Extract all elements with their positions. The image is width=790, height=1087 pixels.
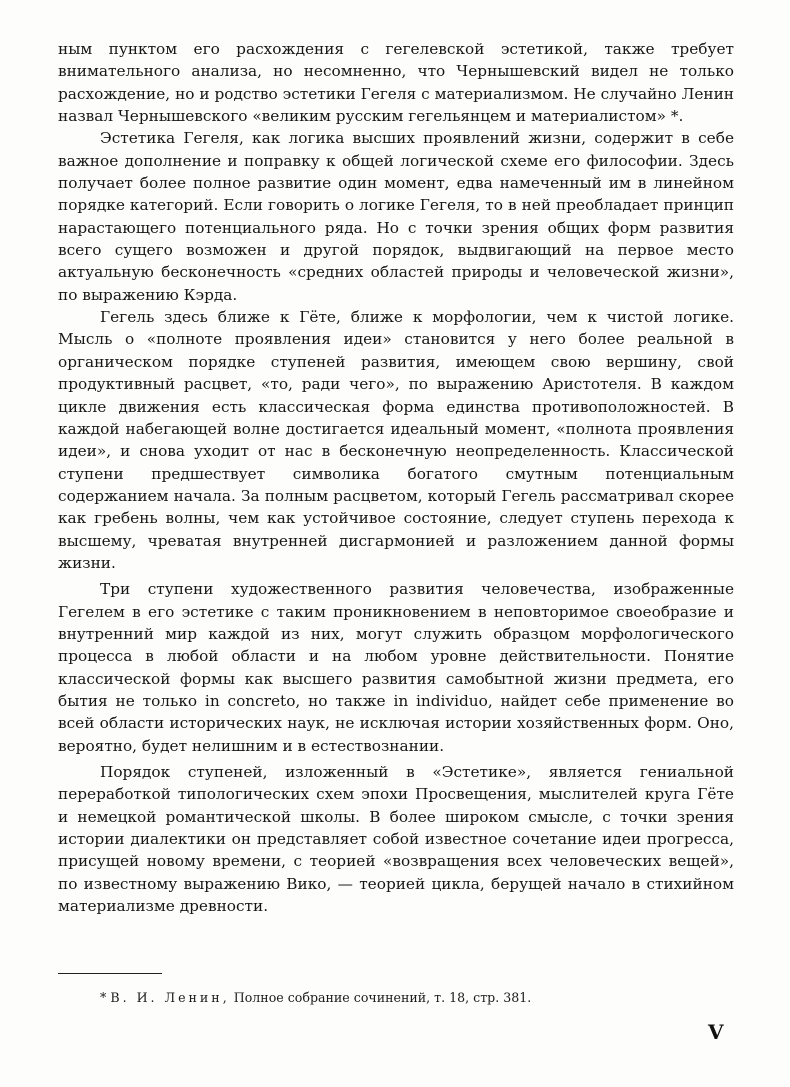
paragraph-continuation: ным пунктом его расхождения с гегелевской эстетикой, также требует внимательного анализа, но несомненно, что Чернышевский видел не только расхождение, но и родство эстетики Гегеля с материализмом. Не случайно Ленин назвал Чернышевского «великим русским гегельянцем и материалистом» *. [58, 40, 734, 126]
paragraph-three-stages: Три ступени художественного развития человечества, изображенные Гегелем в его эстетике с таким проникновением в неповторимое своеобразие и внутренний мир каждой из них, могут служить образцом морфологического процесса в любой области и на любом уровне действительности. Понятие классической формы как высшего развития самобытной жизни предмета, его бытия не только in concreto, но также in individuo, найдет себе применение во всей области исторических наук, не исключая истории хозяйственных форм. Оно, вероятно, будет нелишним и в естествознании. [58, 580, 734, 755]
footnote-author: В. И. Ленин, [110, 990, 230, 1005]
paragraph-order-of-stages: Порядок ступеней, изложенный в «Эстетике», является гениальной переработкой типологических схем эпохи Просвещения, мыслителей круга Гёте и немецкой романтической школы. В более широком смысле, с точки зрения истории диалектики он представляет собой известное сочетание идеи прогресса, присущей новому времени, с теорией «возвращения всех человеческих вещей», по известному выражению Вико, — теорией цикла, берущей начало в стихийном материализме древности. [58, 763, 734, 916]
footnote-divider [58, 973, 162, 974]
paragraph-goethe-morphology: Гегель здесь ближе к Гёте, ближе к морфологии, чем к чистой логике. Мысль о «полноте проявления идеи» становится у него более реальной в органическом порядке ступеней развития, имеющем свою вершину, свой продуктивный расцвет, «то, ради чего», по выражению Аристотеля. В каждом цикле движения есть классическая форма единства противоположностей. В каждой набегающей волне достигается идеальный момент, «полнота проявления идеи», и снова уходит от нас в бесконечную неопределенность. Классической ступени предшествует символика богатого смутным потенциальным содержанием начала. За полным расцветом, который Гегель рассматривал скорее как гребень волны, чем как устойчивое состояние, следует ступень перехода к высшему, чреватая внутренней дисгармонией и разложением данной формы жизни. [58, 308, 734, 572]
page-number: V [708, 1020, 724, 1044]
main-text [58, 38, 734, 917]
paragraph-hegel-aesthetics: Эстетика Гегеля, как логика высших проявлений жизни, содержит в себе важное дополнение и поправку к общей логической схеме его философии. Здесь получает более полное развитие один момент, едва намеченный им в линейном порядке категорий. Если говорить о логике Гегеля, то в ней преобладает принцип нарастающего потенциального ряда. Но с точки зрения общих форм развития всего сущего возможен и другой порядок, выдвигающий на первое место актуальную бесконечность «средних областей природы и человеческой жизни», по выражению Кэрда. [58, 129, 734, 304]
footnote [100, 989, 720, 1007]
footnote-marker: * [100, 990, 107, 1005]
footnote-text: Полное собрание сочинений, т. 18, стр. 381. [233, 990, 532, 1005]
